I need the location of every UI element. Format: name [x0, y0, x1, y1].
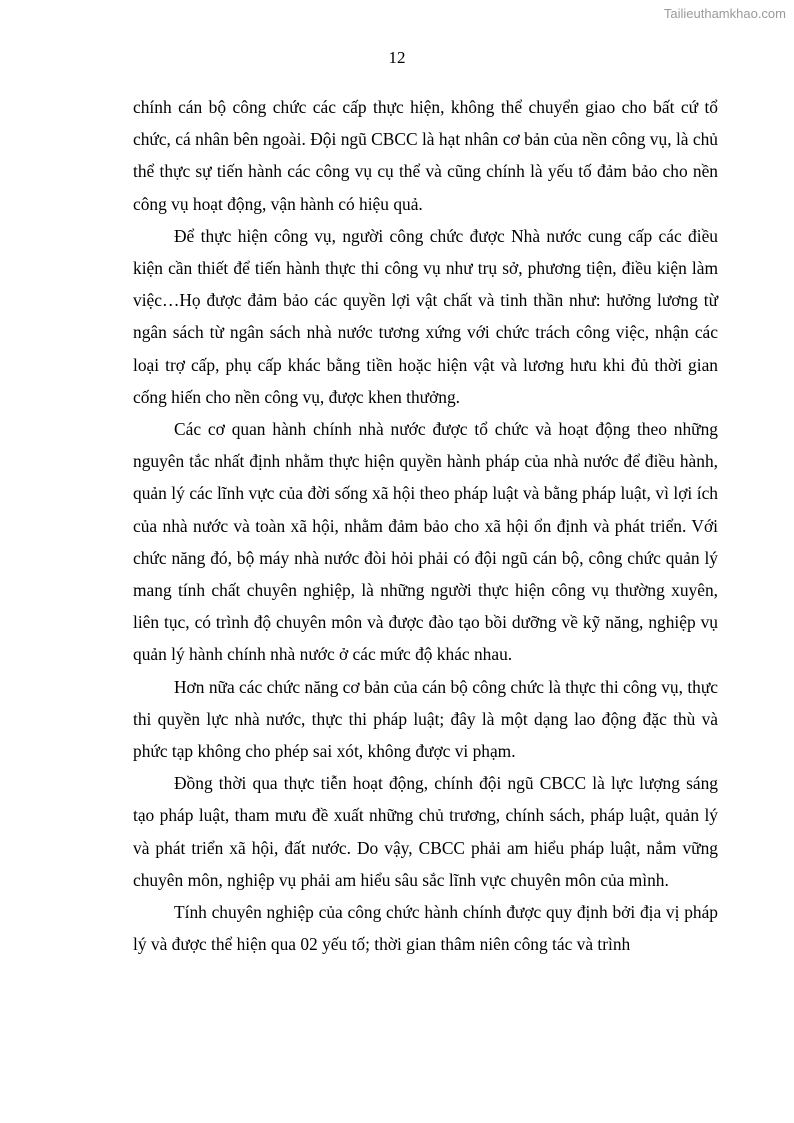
page-number: 12	[388, 48, 406, 67]
paragraph: Tính chuyên nghiệp của công chức hành chính được quy định bởi địa vị pháp lý và được thể hiện qua 02 yếu tố; thời gian thâm niên công tác và trình	[133, 902, 718, 955]
watermark: Tailieuthamkhao.com	[663, 6, 786, 21]
document-body	[133, 91, 718, 960]
paragraph: Hơn nữa các chức năng cơ bản của cán bộ công chức là thực thi công vụ, thực thi quyền lực nhà nước, thực thi pháp luật; đây là một dạng lao động đặc thù và phức tạp không cho phép sai xót, không được vi phạm.	[133, 676, 718, 762]
paragraph: Các cơ quan hành chính nhà nước được tổ chức và hoạt động theo những nguyên tắc nhất định nhằm thực hiện quyền hành pháp của nhà nước để điều hành, quản lý các lĩnh vực của đời sống xã hội theo pháp luật và bằng pháp luật, vì lợi ích của nhà nước và toàn xã hội, nhằm đảm bảo cho xã hội ổn định và phát triển. Với chức năng đó, bộ máy nhà nước đòi hỏi phải có đội ngũ cán bộ, công chức quản lý mang tính chất chuyên nghiệp, là những người thực hiện công vụ thường xuyên, liên tục, có trình độ chuyên môn và được đào tạo bồi dưỡng về kỹ năng, nghiệp vụ quản lý hành chính nhà nước ở các mức độ khác nhau.	[133, 419, 718, 665]
paragraph-continued: chính cán bộ công chức các cấp thực hiện, không thể chuyển giao cho bất cứ tổ chức, cá nhân bên ngoài. Đội ngũ CBCC là hạt nhân cơ bản của nền công vụ, là chủ thể thực sự tiến hành các công vụ cụ thể và cũng chính là yếu tố đảm bảo cho nền công vụ hoạt động, vận hành có hiệu quả.	[133, 97, 718, 214]
paragraph: Để thực hiện công vụ, người công chức được Nhà nước cung cấp các điều kiện cần thiết để tiến hành thực thi công vụ như trụ sở, phương tiện, điều kiện làm việc…Họ được đảm bảo các quyền lợi vật chất và tinh thần như: hưởng lương từ ngân sách từ ngân sách nhà nước tương xứng với chức trách công việc, nhận các loại trợ cấp, phụ cấp khác bằng tiền hoặc hiện vật và lương hưu khi đủ thời gian cống hiến cho nền công vụ, được khen thưởng.	[133, 225, 718, 407]
paragraph: Đồng thời qua thực tiễn hoạt động, chính đội ngũ CBCC là lực lượng sáng tạo pháp luật, tham mưu đề xuất những chủ trương, chính sách, pháp luật, quản lý và phát triển xã hội, đất nước. Do vậy, CBCC phải am hiểu pháp luật, nắm vững chuyên môn, nghiệp vụ phải am hiểu sâu sắc lĩnh vực chuyên môn của mình.	[133, 773, 718, 890]
